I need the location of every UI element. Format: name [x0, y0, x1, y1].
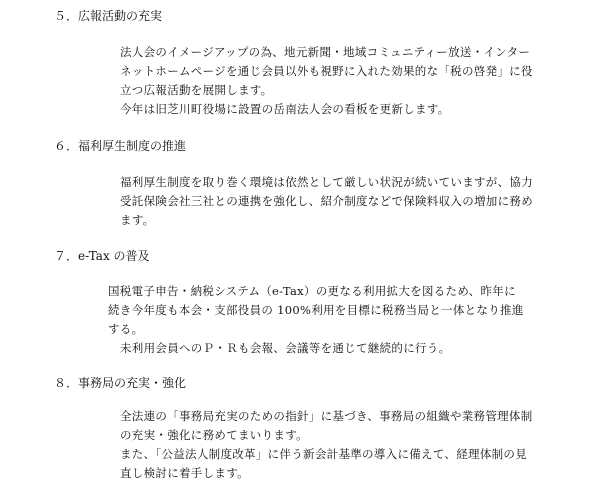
section-7-line-2: 続き今年度も本会・支部役員の 100%利用を目標に税務当局と一体となり推進: [108, 303, 524, 317]
section-7-line-4: 未利用会員へのＰ・Ｒも会報、会議等を通じて継続的に行う。: [120, 341, 451, 355]
section-7-line-1: 国税電子申告・納税システム（e-Tax）の更なる利用拡大を図るため、昨年に: [108, 284, 516, 298]
section-6-body: [120, 173, 550, 230]
section-5-line-4: 今年は旧芝川町役場に設置の岳南法人会の看板を更新します。: [120, 102, 450, 116]
section-8-body: [120, 407, 550, 483]
section-7-heading: ７．e-Tax の普及: [54, 249, 150, 263]
section-5-body: [120, 43, 550, 119]
section-5-line-1: 法人会のイメージアップの為、地元新聞・地域コミュニティー放送・インター: [120, 45, 531, 59]
section-5-line-3: 立つ広報活動を展開します。: [120, 83, 273, 97]
section-6-line-3: ます。: [120, 213, 155, 227]
section-6-line-1: 福利厚生制度を取り巻く環境は依然として厳しい状況が続いていますが、協力: [120, 175, 533, 189]
section-8-heading: ８．事務局の充実・強化: [54, 376, 187, 390]
section-6-heading: ６．福利厚生制度の推進: [54, 139, 187, 153]
section-7-line-3: する。: [108, 322, 144, 336]
section-6-line-2: 受託保険会社三社との連携を強化し、紹介制度などで保険料収入の増加に務め: [120, 194, 533, 208]
section-8-line-3: また、「公益法人制度改革」に伴う新会計基準の導入に備えて、経理体制の見: [120, 447, 528, 461]
section-5-heading: ５．広報活動の充実: [54, 9, 163, 23]
section-5-line-2: ネットホームページを通じ会員以外も視野に入れた効果的な「税の啓発」に役: [120, 64, 533, 78]
section-8-line-2: の充実・強化に務めてまいります。: [120, 428, 308, 442]
section-8-line-4: 直し検討に着手します。: [120, 466, 249, 480]
section-8-line-1: 全法連の「事務局充実のための指針」に基づき、事務局の組織や業務管理体制: [120, 409, 533, 423]
section-7-body: [108, 282, 538, 358]
